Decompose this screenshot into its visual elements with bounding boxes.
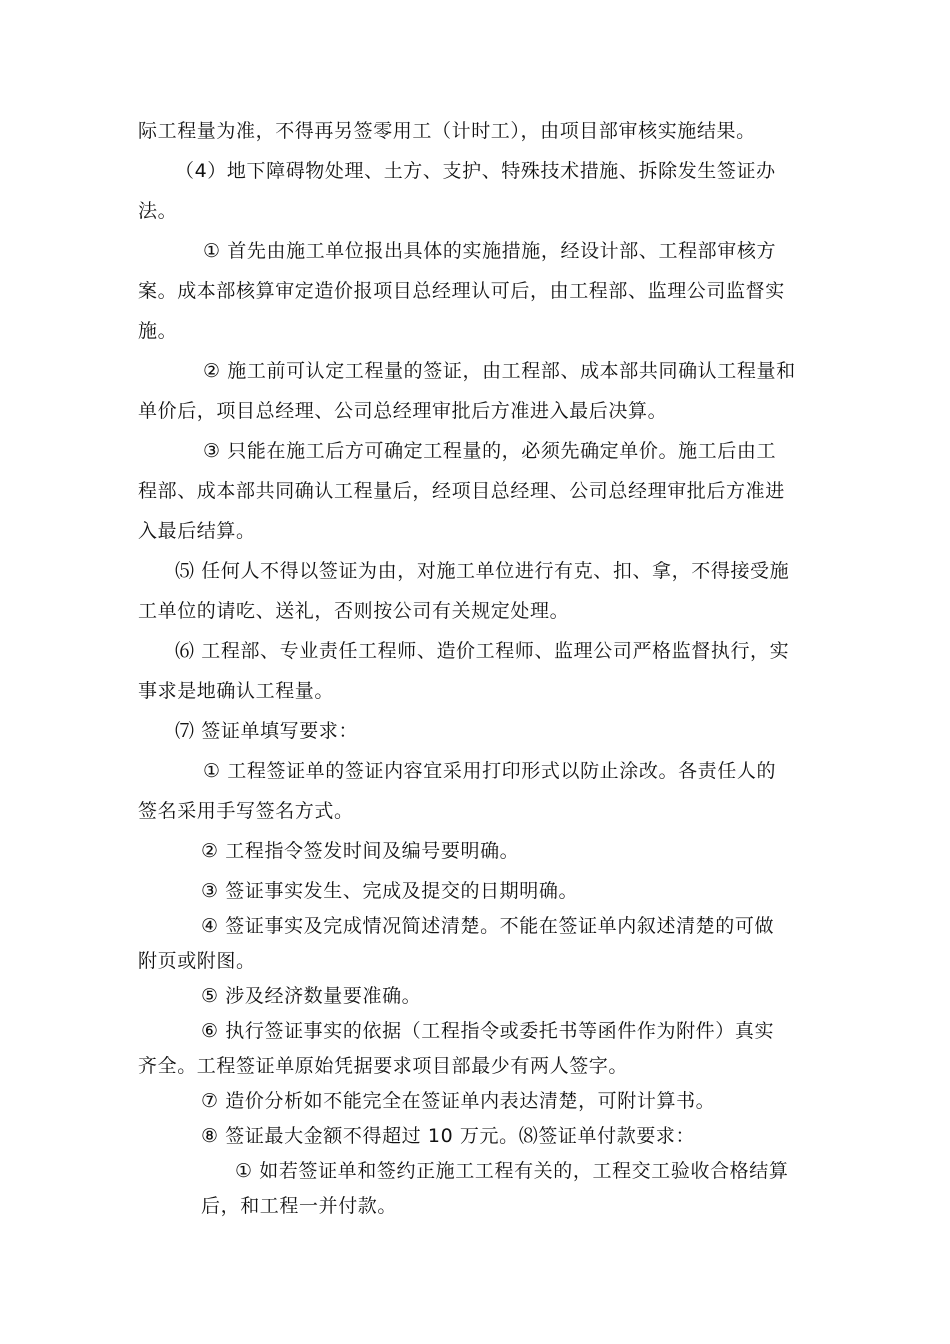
paragraph-line: ② 施工前可认定工程量的签证，由工程部、成本部共同确认工程量和 [203,360,796,382]
paragraph-line: ⑥ 执行签证事实的依据（工程指令或委托书等函件作为附件）真实 [201,1020,775,1042]
paragraph-line: ⑺ 签证单填写要求： [175,720,359,742]
paragraph-line: ⑧ 签证最大金额不得超过 10 万元。⑻签证单付款要求： [201,1125,696,1147]
paragraph-line: （4）地下障碍物处理、土方、支护、特殊技术措施、拆除发生签证办 [175,160,776,182]
paragraph-line: ③ 签证事实发生、完成及提交的日期明确。 [201,880,579,902]
paragraph-line: 施。 [138,320,178,342]
paragraph-line: 案。成本部核算审定造价报项目总经理认可后，由工程部、监理公司监督实 [138,280,785,302]
paragraph-line: ③ 只能在施工后方可确定工程量的，必须先确定单价。施工后由工 [203,440,777,462]
paragraph-line: 后，和工程一并付款。 [201,1195,398,1217]
paragraph-line: ① 工程签证单的签证内容宜采用打印形式以防止涂改。各责任人的 [203,760,777,782]
paragraph-line: 工单位的请吃、送礼，否则按公司有关规定处理。 [138,600,570,622]
paragraph-line: 附页或附图。 [138,950,256,972]
paragraph-line: 单价后，项目总经理、公司总经理审批后方准进入最后决算。 [138,400,668,422]
paragraph-line: ④ 签证事实及完成情况简述清楚。不能在签证单内叙述清楚的可做 [201,915,775,937]
paragraph-line: 事求是地确认工程量。 [138,680,335,702]
paragraph-line: ⑤ 涉及经济数量要准确。 [201,985,422,1007]
paragraph-line: 齐全。工程签证单原始凭据要求项目部最少有两人签字。 [138,1055,629,1077]
paragraph-line: 际工程量为准，不得再另签零用工（计时工），由项目部审核实施结果。 [138,120,756,142]
paragraph-line: ② 工程指令签发时间及编号要明确。 [201,840,520,862]
paragraph-line: ⑹ 工程部、专业责任工程师、造价工程师、监理公司严格监督执行，实 [175,640,790,662]
paragraph-line: 程部、成本部共同确认工程量后，经项目总经理、公司总经理审批后方准进 [138,480,785,502]
paragraph-line: 签名采用手写签名方式。 [138,800,354,822]
paragraph-line: 法。 [138,200,178,222]
paragraph-line: ① 首先由施工单位报出具体的实施措施，经设计部、工程部审核方 [203,240,777,262]
paragraph-line: 入最后结算。 [138,520,256,542]
paragraph-line: ⑸ 任何人不得以签证为由，对施工单位进行有克、扣、拿，不得接受施 [175,560,790,582]
paragraph-line: ① 如若签证单和签约正施工工程有关的，工程交工验收合格结算 [235,1160,789,1182]
paragraph-line: ⑦ 造价分析如不能完全在签证单内表达清楚，可附计算书。 [201,1090,716,1112]
